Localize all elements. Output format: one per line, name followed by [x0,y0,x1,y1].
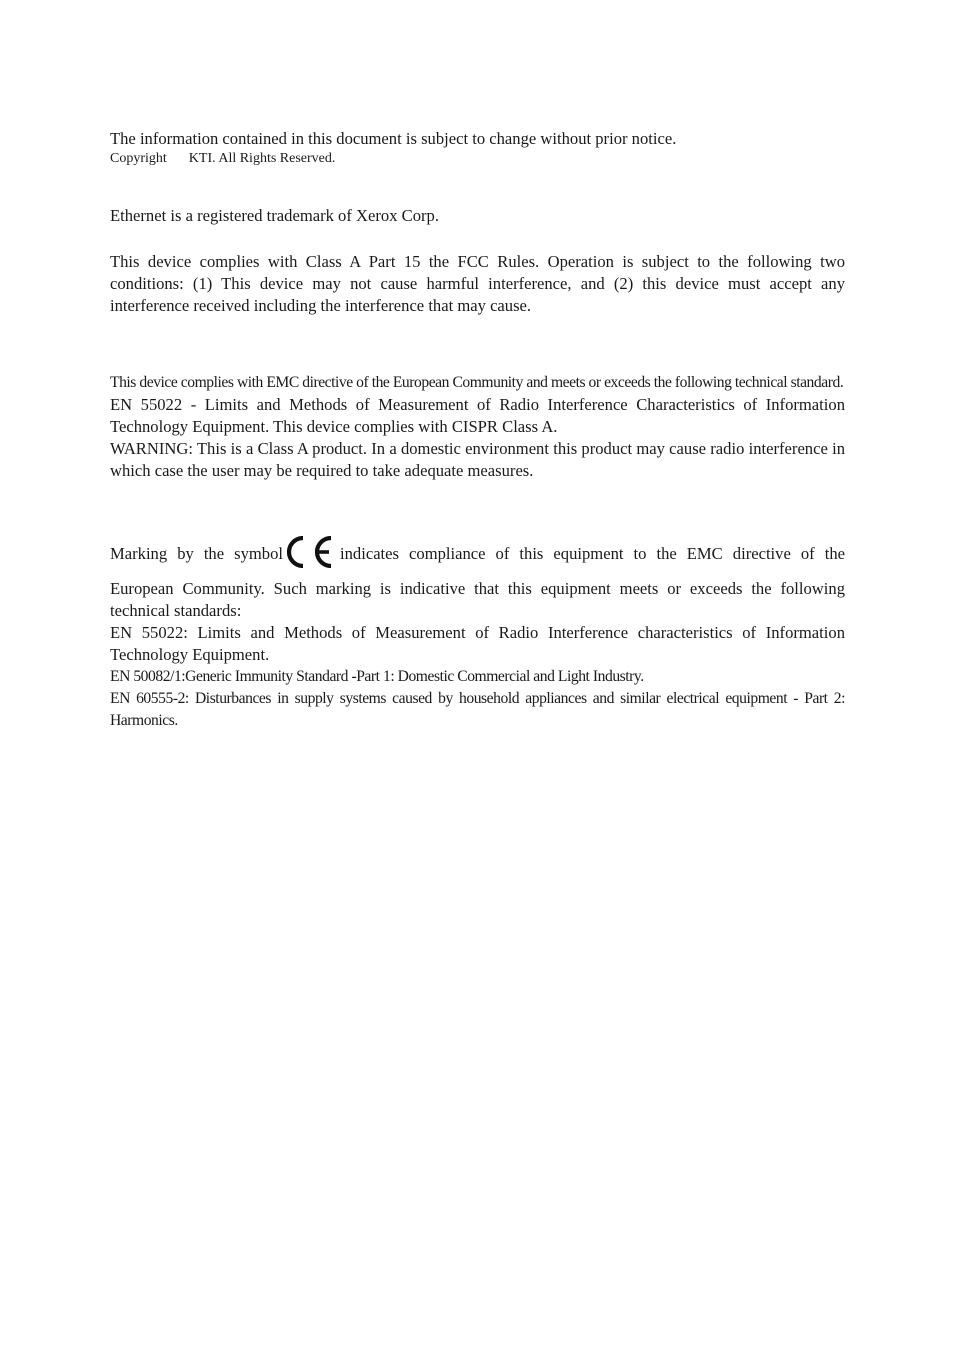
ce-standard-en50082: EN 50082/1:Generic Immunity Standard -Part 1: Domestic Commercial and Light Industry. [110,668,644,685]
ce-mark-icon [287,536,337,578]
emc-intro: This device complies with EMC directive of the European Community and meets or exceeds the following technical standard. [110,374,844,391]
ce-section [110,536,845,732]
copyright-holder: KTI. All Rights Reserved. [188,151,336,166]
ce-rest: European Community. Such marking is indicative that this equipment meets or exceeds the following technical standards: [110,579,845,620]
emc-warning: WARNING: This is a Class A product. In a domestic environment this product may cause radio interference in which case the user may be required to take adequate measures. [110,439,845,480]
fcc-section [110,251,845,317]
emc-section [110,372,845,482]
ce-first-line [110,536,845,578]
fcc-statement: This device complies with Class A Part 15 the FCC Rules. Operation is subject to the following two conditions: (1) This device may not cause harmful interference, and (2) this device must accept any interference received including the interference that may cause. [110,252,845,315]
copyright-line [110,150,845,168]
notice-section [110,128,845,168]
ce-standard-en60555: EN 60555-2: Disturbances in supply systems caused by household appliances and similar electrical equipment - Part 2: Harmonics. [110,690,845,729]
emc-en55022: EN 55022 - Limits and Methods of Measurement of Radio Interference Characteristics of Information Technology Equipment. This device complies with CISPR Class A. [110,395,845,436]
ce-lead-text: Marking by the symbol [110,544,284,563]
change-notice: The information contained in this document is subject to change without prior notice. [110,129,677,148]
ce-standard-en55022: EN 55022: Limits and Methods of Measurement of Radio Interference characteristics of Information Technology Equipment. [110,623,845,664]
trademark-text: Ethernet is a registered trademark of Xerox Corp. [110,206,439,225]
copyright-label: Copyright [110,151,167,166]
ce-trail-text: indicates compliance of this equipment to the EMC directive of the [340,544,846,563]
trademark-section [110,205,845,227]
